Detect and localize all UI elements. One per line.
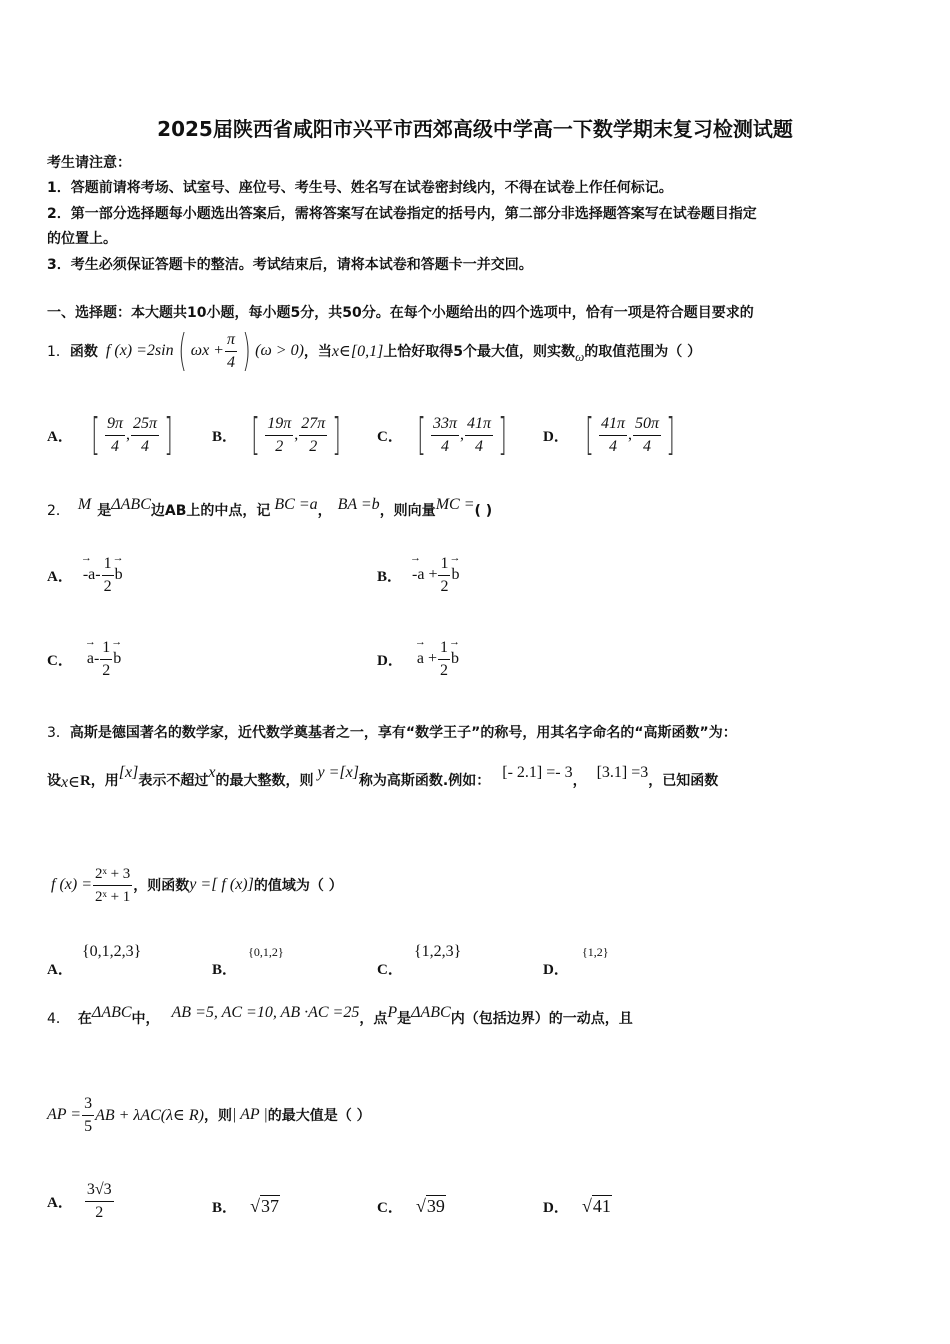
frac-den: 2 [309,437,318,455]
q4-text-7: 的最大值是（ ） [267,1108,371,1124]
q4-option-c[interactable] [377,1196,446,1217]
q1-number: 1． [47,344,70,360]
notice-item-2b: 的位置上。 [47,231,117,247]
sqrt-icon: √ [250,1196,260,1216]
q3-real-set: R [79,773,91,789]
sqrt-icon: √ [581,1196,592,1216]
frac-den: 2 [103,577,112,595]
q2-ba: BA =b [337,496,380,513]
q1-omega: ω [575,349,585,364]
q1-condition: (ω > 0) [255,342,304,359]
bracket-icon: ] [666,409,675,460]
vector-term: → -a + [412,566,437,584]
option-c-label: C． [377,428,403,445]
q1-text-4: 的取值范围为（ ） [584,344,702,360]
q4-text-6: ，则 [203,1108,232,1124]
comma: , [460,426,465,443]
option-a-label: A． [47,962,73,978]
option-c-label: C． [377,1200,403,1216]
q3-line-1: 高斯是德国著名的数学家，近代数学奠基者之一，享有“数学王子”的称号，用其名字命名的“高斯函数”为： [69,725,737,741]
q3-gauss-fx: y =[ f (x)] [189,876,254,893]
q2-mc: MC = [435,496,475,513]
frac-num: 1 [100,637,112,660]
q3-function: f (x) = [51,876,92,893]
q2-text-2: 边AB上的中点，记 [150,503,271,519]
frac-den: 2 [95,1203,104,1221]
q2-text-3: ， [317,503,332,519]
q4-condition: AB =5, AC =10, AB ·AC =25 [171,1004,360,1021]
comma: , [126,426,131,443]
q3-option-b[interactable] [212,940,284,978]
question-1 [47,325,702,376]
option-d-label: D． [543,962,569,978]
q3-text-2: ，用 [90,773,119,789]
option-c-label: C． [377,962,403,978]
q1-option-b[interactable] [212,410,345,460]
bracket-icon: ] [164,409,173,460]
section-heading: 一、选择题：本大题共10小题，每小题5分，共50分。在每个小题给出的四个选项中，恰有一项是符合题目要求的 [47,305,754,321]
option-b-label: B． [212,962,238,978]
frac-num: 1 [438,637,450,660]
frac-den: 2 [440,577,449,595]
q3-option-c[interactable] [377,940,462,978]
notice-item-2a: 2．第一部分选择题每小题选出答案后，需将答案写在试卷指定的括号内，第二部分非选择题答案写在试卷题目指定 [47,206,757,222]
q2-bc: BC =a [274,496,318,513]
frac-num: 1 [438,553,450,576]
notice-item-3: 3．考生必须保证答题卡的整洁。考试结束后，请将本试卷和答题卡一并交回。 [47,257,533,273]
frac-den: 2 [275,437,284,455]
vector-term: → a- [87,650,99,668]
q1-option-a[interactable] [47,410,177,460]
vector-b: → b [451,566,459,584]
q2-m: M [77,496,92,513]
frac-den: 4 [609,437,618,455]
frac-num: 19π [265,413,293,436]
q4-number: 4． [47,1011,70,1027]
option-d-value: 41 [592,1196,611,1216]
q1-pi-over-4 [225,329,237,374]
q3-option-a[interactable] [47,940,142,978]
option-c-label: C． [47,652,73,669]
comma: , [628,426,633,443]
frac-num: 27π [299,413,327,436]
vector-term: → -a- [83,566,101,584]
option-b-value: {0,1,2} [248,945,284,959]
q4-text-3: ，点 [359,1011,388,1027]
frac-num: 1 [102,553,114,576]
frac-num: 3√3 [85,1179,114,1202]
q3-text-3: 表示不超过 [138,773,209,789]
vector-b: → b [115,566,123,584]
q3-text-4: 的最大整数，则 [215,773,314,789]
q3-option-d[interactable] [543,940,609,978]
vector-b: → b [451,650,459,668]
option-a-label: A． [47,568,73,585]
frac-num: 41π [465,413,493,436]
q2-text-5: ( ) [474,503,493,519]
q3-numerator: 2ˣ + 3 [93,863,132,886]
q3-text-5: 称为高斯函数.例如： [358,773,491,789]
frac-num: 3 [82,1093,94,1116]
option-a-value: {0,1,2,3} [81,943,142,960]
frac-den: 4 [141,437,150,455]
option-d-label: D． [543,428,569,445]
q3-floor-x: [x] [118,764,139,781]
q2-text-4: ，则向量 [379,503,436,519]
frac-num: 41π [599,413,627,436]
q3-text-6: ， [572,773,587,789]
q3-gauss-def: y =[x] [317,764,359,781]
notice-item-1: 1．答题前请将考场、试室号、座位号、考生号、姓名写在试卷密封线内，不得在试卷上作任何标记。 [47,180,673,196]
bracket-icon: [ [585,409,594,460]
q4-p: P [387,1004,398,1021]
q1-option-d[interactable] [543,410,679,460]
option-b-value: 37 [261,1196,279,1216]
option-c-value: {1,2,3} [413,943,462,960]
q3-x: x [208,764,216,781]
q3-text: 设 [47,773,61,789]
q4-abs-ap: | AP | [231,1106,268,1123]
vector-term: → a + [417,650,437,668]
q1-function: f (x) =2sin [105,342,174,359]
q4-line-2 [47,1090,371,1140]
q4-triangle: ΔABC [91,1004,132,1021]
question-2 [47,496,493,520]
q4-ap: AP = [47,1106,82,1123]
q2-text: 是 [97,503,112,519]
q1-arg: ωx + [190,342,224,359]
q1-left-paren: ( [177,325,187,376]
q4-text-2: 中， [131,1011,160,1027]
q2-triangle: ΔABC [111,496,151,513]
question-4 [47,1004,633,1028]
q1-text-2: ，当 [303,344,332,360]
frac-den: 2 [102,661,111,679]
q3-example-1: [- 2.1] =- 3 [502,764,573,781]
q1-domain: x∈[0,1] [331,343,384,360]
q3-denominator: 2ˣ + 1 [95,888,131,905]
q2-option-b[interactable] [377,550,459,600]
frac-num: 9π [105,413,125,436]
q4-option-a[interactable] [47,1176,115,1226]
comma: , [294,426,299,443]
bracket-icon: ] [332,409,342,460]
option-c-value: 39 [426,1196,445,1216]
vector-b: → b [113,650,121,668]
q2-option-c[interactable] [47,634,121,684]
option-b-label: B． [377,568,403,585]
option-a-label: A． [47,1194,73,1211]
q1-text: 函数 [69,344,98,360]
q4-text-5: 内（包括边界）的一动点，且 [450,1011,633,1027]
q3-line-2 [47,764,719,791]
q1-option-c[interactable] [377,410,511,460]
frac-den: 5 [84,1117,93,1135]
notice-heading: 考生请注意： [47,155,131,171]
q3-text-9: 的值域为（ ） [253,878,343,894]
option-d-label: D． [377,652,403,669]
q4-expression: AB + λAC(λ∈ R) [95,1107,204,1124]
frac-den: 4 [111,437,120,455]
q1-text-3: 上恰好取得5个最大值，则实数 [383,344,576,360]
frac-num: 25π [131,413,159,436]
frac-den: 4 [441,437,450,455]
option-b-label: B． [212,428,238,445]
q2-option-d[interactable] [377,634,459,684]
question-3 [47,722,737,742]
q4-option-b[interactable] [212,1196,280,1217]
q4-triangle-2: ΔABC [411,1004,451,1021]
option-d-value: {1,2} [581,945,609,959]
q1-right-paren: ) [242,325,251,376]
q2-number: 2． [47,503,70,519]
q3-number: 3． [47,725,70,741]
q3-line-3 [47,858,343,912]
bracket-icon: [ [417,409,426,460]
q2-option-a[interactable] [47,550,123,600]
q4-option-d[interactable] [543,1196,612,1217]
q1-pi: π [225,329,237,352]
q3-example-2: [3.1] =3 [596,764,649,781]
page-title: 2025届陕西省咸阳市兴平市西郊高级中学高一下数学期末复习检测试题 [157,117,793,141]
frac-den: 2 [439,661,448,679]
q4-text: 在 [77,1011,92,1027]
q3-text-7: ，已知函数 [648,773,719,789]
bracket-icon: [ [251,409,260,460]
option-b-label: B． [212,1200,238,1216]
sqrt-icon: √ [415,1196,426,1216]
frac-num: 33π [431,413,459,436]
frac-den: 4 [475,437,484,455]
bracket-icon: [ [91,409,100,460]
bracket-icon: ] [498,409,507,460]
frac-num: 50π [633,413,661,436]
q3-x-in: x∈ [61,774,80,791]
q3-text-8: ，则函数 [133,878,190,894]
q4-text-4: 是 [397,1011,412,1027]
frac-den: 4 [643,437,652,455]
option-a-label: A． [47,428,73,445]
q1-four: 4 [226,353,235,371]
option-d-label: D． [543,1200,569,1216]
